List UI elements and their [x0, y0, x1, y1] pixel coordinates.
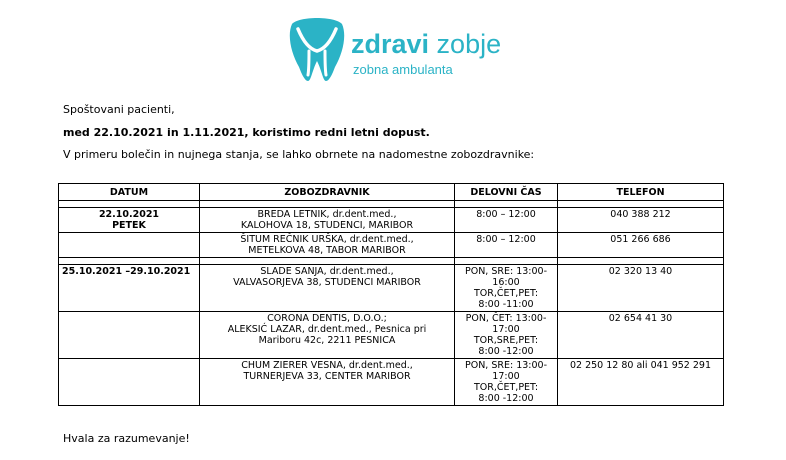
doctor-cell [200, 233, 455, 258]
doctor-cell [200, 312, 455, 359]
date-cell [59, 359, 200, 406]
table-row [59, 359, 724, 406]
hours-line: PON, SRE: 13:00- [464, 360, 547, 371]
doctor-cell [200, 208, 455, 233]
table-header-row [59, 184, 724, 201]
hours-line: 8:00 -12:00 [478, 393, 534, 404]
tooth-icon [289, 17, 345, 83]
day-line: PETEK [112, 220, 146, 231]
hours-line: TOR,ČET,PET: [473, 288, 539, 299]
doctor-address: VALVASORJEVA 38, STUDENCI MARIBOR [233, 277, 421, 288]
date-line: 22.10.2021 [98, 209, 160, 220]
date-cell [59, 312, 200, 359]
doctor-address: KALOHOVA 18, STUDENCI, MARIBOR [240, 220, 414, 231]
hours-line: 17:00 [492, 324, 520, 335]
date-cell [59, 208, 200, 233]
table-row [59, 312, 724, 359]
table-row [59, 265, 724, 312]
header-delovni-cas: DELOVNI ČAS [455, 184, 558, 201]
instruction: V primeru bolečin in nujnega stanja, se lahko obrnete na nadomestne zobozdravnike: [63, 148, 535, 161]
doctor-name: CORONA DENTIS, D.O.O.; [267, 313, 387, 324]
hours-cell [455, 359, 558, 406]
doctor-name: ALEKSIĆ LAZAR, dr.dent.med., Pesnica pri [227, 324, 427, 335]
doctor-address: TURNERJEVA 33, CENTER MARIBOR [243, 371, 411, 382]
doctor-cell [200, 265, 455, 312]
hours-cell: 8:00 – 12:00 [455, 233, 558, 258]
logo-name-regular: zobje [429, 29, 502, 59]
doctor-name: BREDA LETNIK, dr.dent.med., [257, 209, 397, 220]
hours-line: 16:00 [492, 277, 520, 288]
greeting: Spoštovani pacienti, [63, 103, 175, 116]
hours-line: TOR,ČET,PET: [473, 382, 539, 393]
date-range: 25.10.2021 –29.10.2021 [62, 266, 191, 277]
doctor-name: CHUM ZIERER VESNA, dr.dent.med., [241, 360, 413, 371]
doctor-address: METELKOVA 48, TABOR MARIBOR [248, 245, 406, 256]
doctor-name: ŠITUM REČNIK URŠKA, dr.dent.med., [240, 234, 414, 245]
doctor-address: Mariboru 42c, 2211 PESNICA [258, 335, 396, 346]
header-zobozdravnik: ZOBOZDRAVNIK [200, 184, 455, 201]
logo-name-bold: zdravi [351, 29, 430, 59]
spacer-row [59, 201, 724, 208]
logo-wordmark [351, 29, 501, 59]
table-row [59, 233, 724, 258]
phone-cell: 040 388 212 [558, 208, 724, 233]
hours-line: PON, ČET: 13:00- [465, 313, 547, 324]
phone-cell: 051 266 686 [558, 233, 724, 258]
phone-cell: 02 320 13 40 [558, 265, 724, 312]
hours-line: 8:00 -11:00 [478, 299, 534, 310]
phone-cell: 02 250 12 80 ali 041 952 291 [558, 359, 724, 406]
doctor-name: SLADE SANJA, dr.dent.med., [260, 266, 394, 277]
hours-line: 17:00 [492, 371, 520, 382]
hours-cell: 8:00 – 12:00 [455, 208, 558, 233]
spacer-row [59, 258, 724, 265]
date-cell [59, 233, 200, 258]
header-datum: DATUM [59, 184, 200, 201]
logo-subtitle: zobna ambulanta [353, 62, 453, 77]
hours-line: 8:00 -12:00 [478, 346, 534, 357]
logo [289, 17, 519, 83]
hours-cell [455, 265, 558, 312]
phone-cell: 02 654 41 30 [558, 312, 724, 359]
date-cell [59, 265, 200, 312]
notice: med 22.10.2021 in 1.11.2021, koristimo redni letni dopust. [63, 126, 430, 139]
header-telefon: TELEFON [558, 184, 724, 201]
hours-line: TOR,SRE,PET: [473, 335, 539, 346]
substitute-dentists-table [58, 183, 724, 406]
doctor-cell [200, 359, 455, 406]
hours-line: PON, SRE: 13:00- [464, 266, 547, 277]
hours-cell [455, 312, 558, 359]
table-row [59, 208, 724, 233]
closing-text: Hvala za razumevanje! [63, 432, 190, 445]
